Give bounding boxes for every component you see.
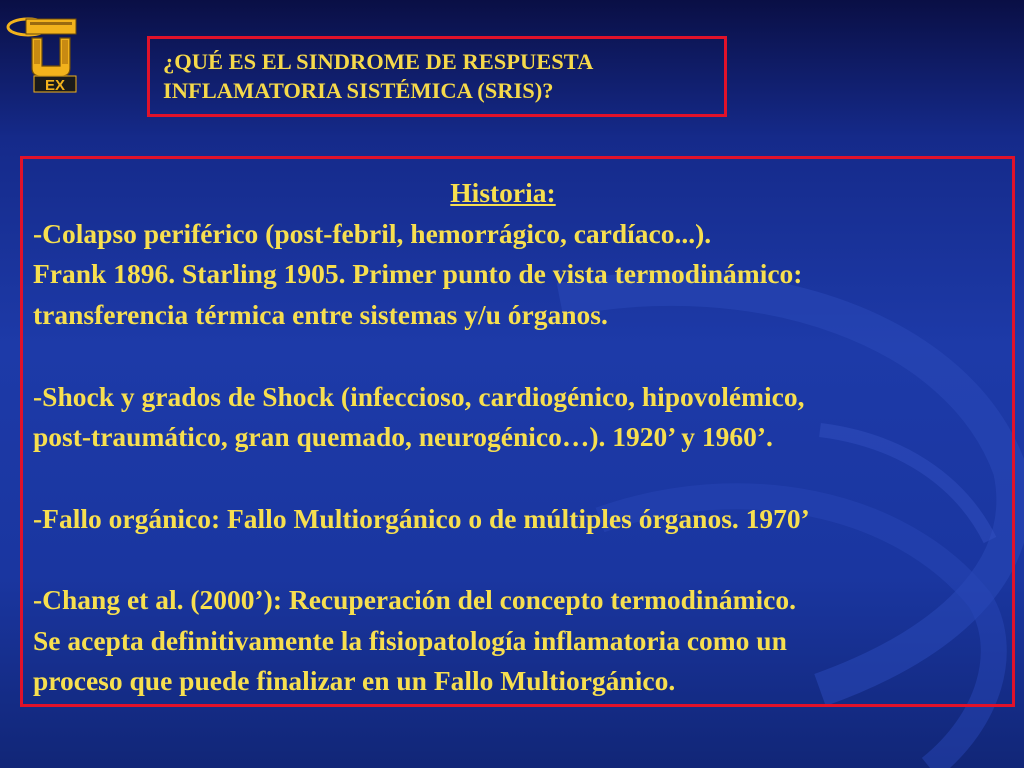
paragraph-spacer xyxy=(33,458,1012,499)
text-line: -Colapso periférico (post-febril, hemorrágico, cardíaco...). xyxy=(33,217,712,249)
text-line: post-traumático, gran quemado, neurogénico…). 1920’ y 1960’. xyxy=(33,421,773,453)
text-line: -Chang et al. (2000’): Recuperación del concepto termodinámico. xyxy=(33,583,796,615)
content-box xyxy=(20,156,1015,707)
slide-title-box xyxy=(147,36,727,117)
text-line: transferencia térmica entre sistemas y/u órganos. xyxy=(33,299,608,331)
text-line: proceso que puede finalizar en un Fallo Multiorgánico. xyxy=(33,665,676,697)
slide-title-line-1: ¿QUÉ ES EL SINDROME DE RESPUESTA xyxy=(163,49,594,74)
paragraph-spacer xyxy=(33,336,1012,377)
text-line: -Fallo orgánico: Fallo Multiorgánico o de múltiples órganos. 1970’ xyxy=(33,502,810,534)
svg-text:EX: EX xyxy=(44,77,66,94)
text-line: Frank 1896. Starling 1905. Primer punto de vista termodinámico: xyxy=(33,258,803,290)
section-heading: Historia: xyxy=(450,177,556,208)
slide-title-line-2: INFLAMATORIA SISTÉMICA (SRIS)? xyxy=(163,78,554,103)
paragraph-spacer xyxy=(33,539,1012,580)
text-line: -Shock y grados de Shock (infeccioso, cardiogénico, hipovolémico, xyxy=(33,380,805,412)
university-logo-icon xyxy=(6,10,86,94)
text-line: Se acepta definitivamente la fisiopatología inflamatoria como un xyxy=(33,624,787,656)
